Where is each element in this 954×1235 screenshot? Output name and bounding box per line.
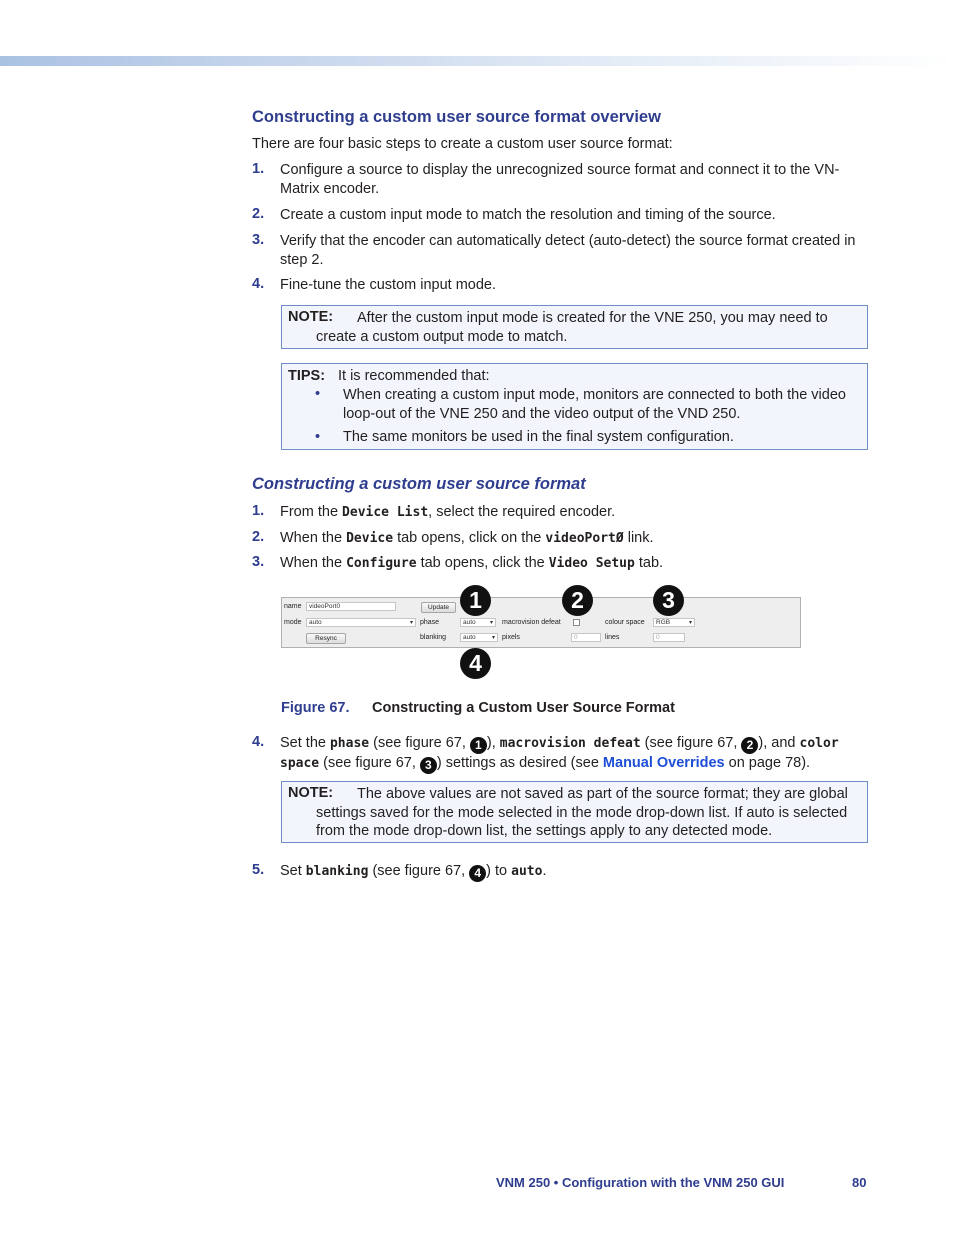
callout-3-icon: 3 (420, 757, 437, 774)
note-label: NOTE: (288, 785, 334, 801)
figure-number: Figure 67. (281, 700, 350, 716)
blanking-label: blanking (420, 634, 447, 641)
code-color-space: color space (280, 736, 839, 771)
step-text: When the Configure tab opens, click the Video Setup tab. (280, 555, 664, 571)
lines-label: lines (605, 634, 620, 641)
code-configure: Configure (346, 556, 417, 571)
intro-text: There are four basic steps to create a custom user source format: (252, 136, 673, 152)
step-text: Fine-tune the custom input mode. (280, 277, 497, 293)
phase-select[interactable]: auto ▾ (460, 618, 496, 627)
dropdown-arrow-icon: ▾ (489, 620, 493, 626)
step-text: When the Device tab opens, click on the videoPortØ link. (280, 530, 654, 546)
step-text: Verify that the encoder can automatically detect (auto-detect) the source format created in step 2. (280, 233, 856, 268)
note-text: After the custom input mode is created for the VNE 250, you may need to create a custom output mode to match. (316, 310, 828, 345)
tips-box (281, 363, 868, 450)
macrovision-checkbox[interactable] (573, 619, 580, 626)
section-heading-overview: Constructing a custom user source format overview (252, 108, 661, 126)
code-device-list: Device List (342, 505, 429, 520)
step-number: 3. (252, 232, 265, 248)
code-device: Device (346, 531, 394, 546)
colour-space-label: colour space (605, 619, 645, 626)
dropdown-arrow-icon: ▾ (688, 620, 692, 626)
step-text: Configure a source to display the unrecognized source format and connect it to the VN-Matrix encoder. (280, 162, 840, 197)
code-videoport: videoPortØ (545, 531, 624, 546)
step-number: 4. (252, 276, 265, 292)
macrovision-label: macrovision defeat (502, 619, 561, 626)
bullet-icon: • (315, 429, 321, 445)
manual-overrides-link[interactable]: Manual Overrides (602, 755, 725, 771)
callout-4-icon: 4 (469, 865, 486, 882)
step-number: 2. (252, 529, 265, 545)
video-setup-screenshot (281, 597, 801, 648)
colour-space-select[interactable]: RGB ▾ (653, 618, 695, 627)
callout-1-icon: 1 (460, 585, 491, 616)
lines-input[interactable]: 0 (653, 633, 685, 642)
footer-title: VNM 250 • Configuration with the VNM 250 GUI (496, 1175, 785, 1190)
mode-label: mode (284, 619, 302, 626)
bullet-icon: • (315, 386, 321, 402)
dropdown-arrow-icon: ▾ (409, 620, 413, 626)
callout-3-icon: 3 (653, 585, 684, 616)
step-number: 1. (252, 503, 265, 519)
dropdown-arrow-icon: ▾ (491, 635, 495, 641)
step-number: 2. (252, 206, 265, 222)
note-text: The above values are not saved as part of the source format; they are global settings saved for the mode selected in the mode drop-down list. If auto is selected from the mode drop-down list, the settings apply to any detected mode. (316, 786, 848, 839)
name-input[interactable]: videoPort0 (306, 602, 396, 611)
page-number: 80 (852, 1175, 867, 1190)
step-number: 3. (252, 554, 265, 570)
callout-2-icon: 2 (562, 585, 593, 616)
code-blanking: blanking (305, 864, 369, 879)
pixels-label: pixels (502, 634, 520, 641)
code-macrovision: macrovision defeat (499, 736, 641, 751)
resync-button[interactable]: Resync (306, 633, 346, 644)
note-box-2 (281, 781, 868, 843)
note-label: NOTE: (288, 309, 334, 325)
code-phase: phase (329, 736, 370, 751)
callout-2-icon: 2 (741, 737, 758, 754)
blanking-select[interactable]: auto ▾ (460, 633, 498, 642)
tips-intro: It is recommended that: (338, 368, 490, 384)
pixels-input[interactable]: 0 (571, 633, 601, 642)
callout-4-icon: 4 (460, 648, 491, 679)
tips-label: TIPS: (288, 368, 326, 384)
mode-select[interactable]: auto ▾ (306, 618, 416, 627)
callout-1-icon: 1 (470, 737, 487, 754)
tips-bullet: The same monitors be used in the final system configuration. (343, 429, 734, 445)
update-button[interactable]: Update (421, 602, 456, 613)
phase-label: phase (420, 619, 440, 626)
step-text: Set the phase (see figure 67, 1 ), macrovision defeat (see figure 67, 2 ), and color space (see figure 67, 3 ) settings as desired (see Manual Overrides on page 78). (280, 735, 839, 772)
step-text: Create a custom input mode to match the resolution and timing of the source. (280, 207, 776, 223)
step-number: 4. (252, 734, 265, 750)
section-heading-procedure: Constructing a custom user source format (252, 475, 586, 493)
code-video-setup: Video Setup (548, 556, 635, 571)
tips-bullet: When creating a custom input mode, monitors are connected to both the video loop-out of the VNE 250 and the video output of the VND 250. (343, 387, 846, 422)
header-gradient-bar (0, 56, 954, 66)
name-label: name (284, 603, 302, 610)
figure-caption: Constructing a Custom User Source Format (372, 700, 675, 716)
step-text: Set blanking (see figure 67, 4 ) to auto. (280, 863, 547, 880)
step-number: 1. (252, 161, 265, 177)
step-number: 5. (252, 862, 265, 878)
step-text: From the Device List, select the required encoder. (280, 504, 616, 520)
code-auto: auto (511, 864, 543, 879)
note-box (281, 305, 868, 349)
